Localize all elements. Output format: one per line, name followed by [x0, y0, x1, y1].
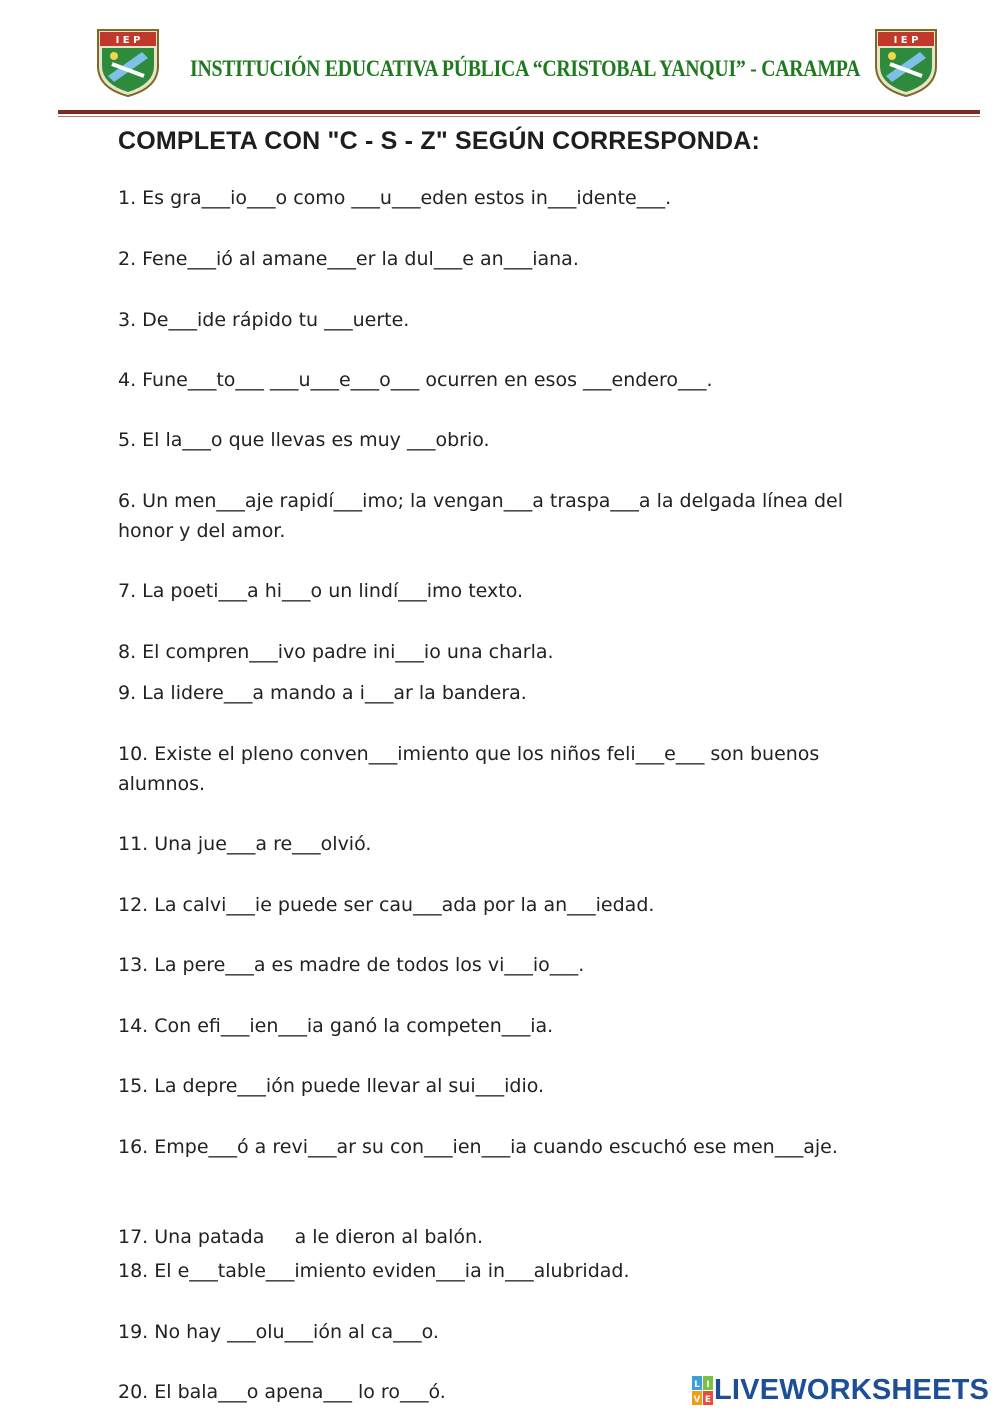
institution-title: INSTITUCIÓN EDUCATIVA PÚBLICA “CRISTOBAL YANQUI” - CARAMPA [190, 56, 861, 81]
exercise-item-17: 17. Una patada a le dieron al balón. [118, 1226, 484, 1248]
liveworksheets-logo [692, 1374, 989, 1407]
exercise-item-2: 2. Fene___ió al amane___er la dul___e an___iana. [118, 248, 579, 270]
worksheet-heading: COMPLETA CON "C - S - Z" SEGÚN CORRESPONDA: [118, 127, 761, 155]
exercise-item-14: 14. Con efi___ien___ia ganó la competen___ia. [118, 1015, 554, 1037]
badge-letter: L [694, 1379, 700, 1390]
exercise-item-11: 11. Una jue___a re___olvió. [118, 833, 372, 855]
exercise-item-15: 15. La depre___ión puede llevar al sui___idio. [118, 1075, 545, 1097]
exercise-item-7: 7. La poeti___a hi___o un lindí___imo texto. [118, 580, 524, 602]
emblem-letters: I E P [893, 35, 919, 46]
liveworksheets-badge-icon [692, 1376, 714, 1406]
badge-letter: V [693, 1394, 701, 1405]
school-emblem-right [870, 26, 942, 98]
school-emblem-left [92, 26, 164, 98]
exercise-item-4: 4. Fune___to___ ___u___e___o___ ocurren en esos ___endero___. [118, 369, 713, 391]
badge-letter: I [706, 1379, 710, 1390]
exercise-item-16: 16. Empe___ó a revi___ar su con___ien___ia cuando escuchó ese men___aje. [118, 1136, 838, 1158]
exercise-item-10: 10. Existe el pleno conven___imiento que los niños feli___e___ son buenos alumnos. [118, 743, 820, 795]
exercise-item-3: 3. De___ide rápido tu ___uerte. [118, 309, 410, 331]
header-divider [58, 110, 980, 114]
exercise-item-13: 13. La pere___a es madre de todos los vi___io___. [118, 954, 585, 976]
exercise-item-19: 19. No hay ___olu___ión al ca___o. [118, 1321, 439, 1343]
header-divider-thin [58, 116, 980, 117]
exercise-item-9: 9. La lidere___a mando a i___ar la bandera. [118, 682, 527, 704]
exercise-item-18: 18. El e___table___imiento eviden___ia in___alubridad. [118, 1260, 630, 1282]
exercise-item-6: 6. Un men___aje rapidí___imo; la vengan___a traspa___a la delgada línea del honor y del amor. [118, 490, 844, 542]
exercise-item-20: 20. El bala___o apena___ lo ro___ó. [118, 1381, 446, 1403]
emblem-letters: I E P [115, 35, 141, 46]
badge-letter: E [704, 1394, 712, 1405]
liveworksheets-wordmark: LIVEWORKSHEETS [714, 1374, 990, 1406]
exercise-item-5: 5. El la___o que llevas es muy ___obrio. [118, 429, 490, 451]
exercise-item-12: 12. La calvi___ie puede ser cau___ada por la an___iedad. [118, 894, 655, 916]
exercise-item-1: 1. Es gra___io___o como ___u___eden estos in___idente___. [118, 187, 672, 209]
exercise-item-8: 8. El compren___ivo padre ini___io una charla. [118, 641, 554, 663]
